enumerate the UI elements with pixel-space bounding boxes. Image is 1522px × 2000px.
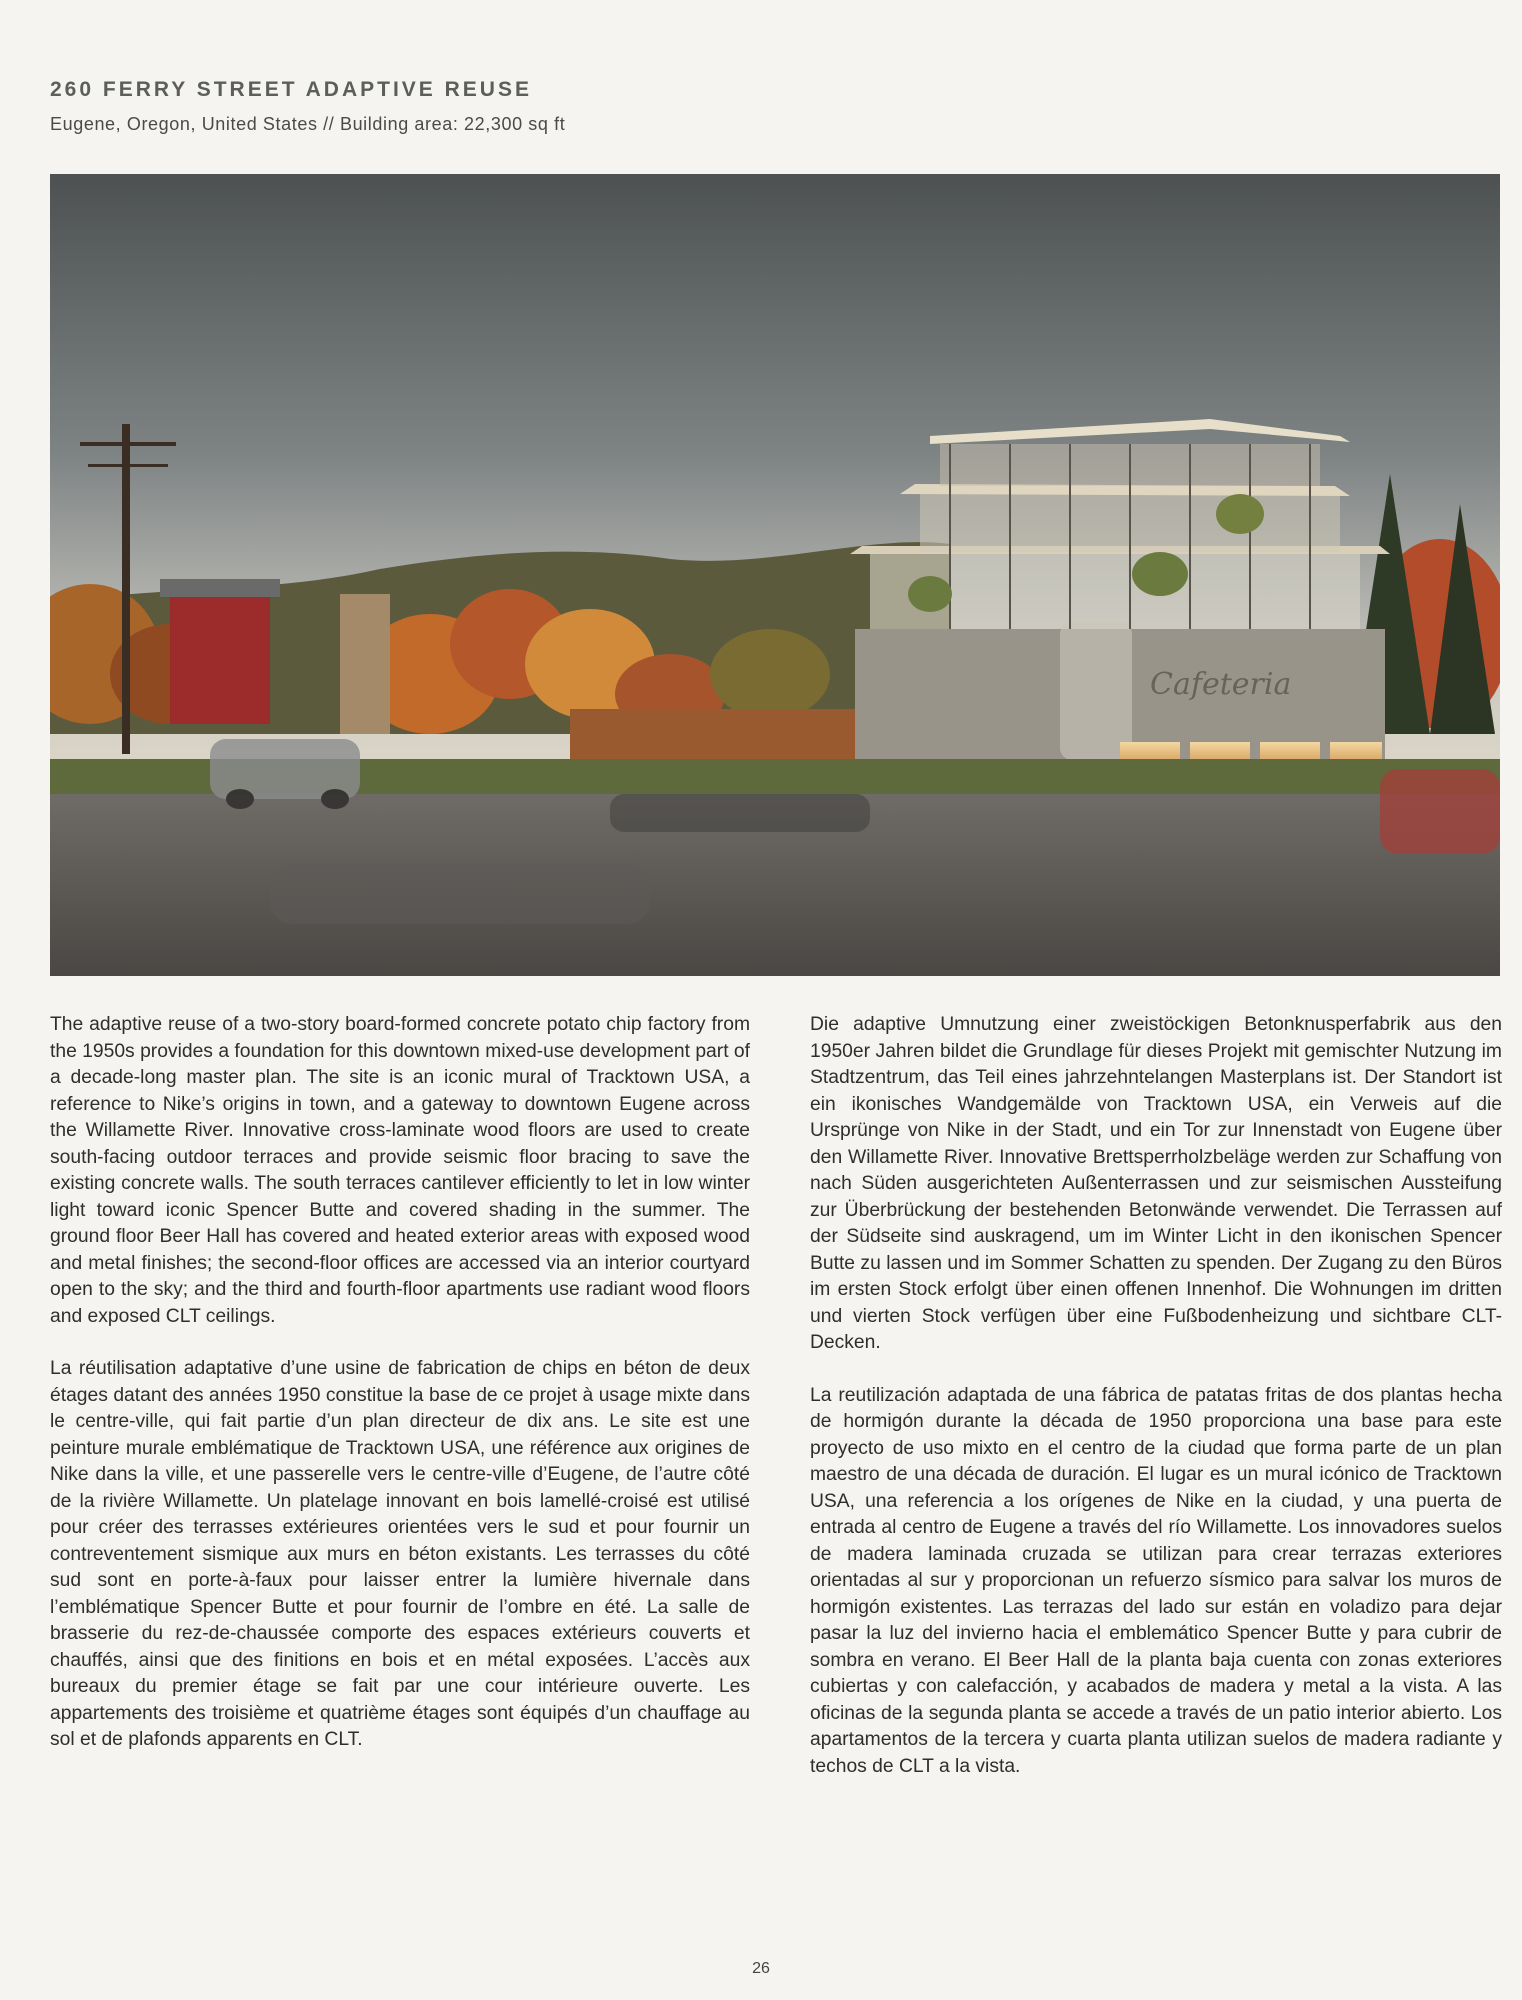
english-paragraph: The adaptive reuse of a two-story board-formed concrete potato chip factory from the 1950s provides a foundation for this downtown mixed-use development part of a decade-long master plan. The site is an iconic mural of Tracktown USA, a reference to Nike’s origins in town, and a gateway to downtown Eugene across the Willamette River. Innovative cross-laminate wood floors are used to create south-facing outdoor terraces and provide seismic floor bracing to save the existing concrete walls. The south terraces cantilever efficiently to let in low winter light toward iconic Spencer Butte and covered shading in the summer. The ground floor Beer Hall has covered and heated exterior areas with exposed wood and metal finishes; the second-floor offices are accessed via an interior courtyard open to the sky; and the third and fourth-floor apartments use radiant wood floors and exposed CLT ceilings.	[50, 1014, 750, 1327]
right-column	[810, 1012, 1502, 1806]
spanish-paragraph: La reutilización adaptada de una fábrica de patatas fritas de dos plantas hecha de hormigón durante la década de 1950 proporciona una base para este proyecto de uso mixto en el centro de la ciudad que forma parte de un plan maestro de una década de duración. El lugar es un mural icónico de Tracktown USA, una referencia a los orígenes de Nike en la ciudad, y una puerta de entrada al centro de Eugene a través del río Willamette. Los innovadores suelos de madera laminada cruzada se utilizan para crear terrazas exteriores orientadas al sur y proporcionan un refuerzo sísmico para salvar los muros de hormigón existentes. Las terrazas del lado sur están en voladizo para dejar pasar la luz del invierno hacia el emblemático Spencer Butte y para cubrir de sombra en verano. El Beer Hall de la planta baja cuenta con zonas exteriores cubiertas y con calefacción, y acabados de madera y metal a la vista. A las oficinas de la segunda planta se accede a través de un patio interior abierto. Los apartamentos de la tercera y cuarta planta utilizan suelos de madera radiante y techos de CLT a la vista.	[810, 1384, 1502, 1777]
red-storefront	[170, 594, 270, 724]
french-paragraph: La réutilisation adaptative d’une usine de fabrication de chips en béton de deux étages datant des années 1950 constitue la base de ce projet à usage mixte dans le centre-ville, qui fait partie d’un plan directeur de dix ans. Le site est une peinture murale emblématique de Tracktown USA, une référence aux origines de Nike dans la ville, et une passerelle vers le centre-ville d’Eugene, de l’autre côté de la rivière Willamette. Un platelage innovant en bois lamellé-croisé est utilisé pour créer des terrasses extérieures orientées vers le sud et pour fournir un contreventement sismique aux murs en béton existants. Les terrasses du côté sud sont en porte-à-faux pour laisser entrer la lumière hivernale dans l’emblématique Spencer Butte et pour fournir de l’ombre en été. La salle de brasserie du rez-de-chaussée comporte des espaces extérieurs couverts et chauffés, ainsi que des finitions en bois et en métal exposées. L’accès aux bureaux du premier étage se fait par une cour intérieure ouverte. Les appartements des troisième et quatrième étages sont équipés d’un chauffage au sol et de plafonds apparents en CLT.	[50, 1358, 750, 1750]
page-number: 26	[752, 1960, 770, 1977]
page-subtitle: Eugene, Oregon, United States // Building area: 22,300 sq ft	[50, 114, 566, 134]
left-column	[50, 1012, 750, 1780]
german-paragraph: Die adaptive Umnutzung einer zweistöckigen Betonknusperfabrik aus den 1950er Jahren bildet die Grundlage für dieses Projekt mit gemischter Nutzung im Stadtzentrum, das Teil eines jahrzehntelangen Masterplans ist. Der Standort ist ein ikonisches Wandgemälde von Tracktown USA, ein Verweis auf die Ursprünge von Nike in der Stadt, und ein Tor zur Innenstadt von Eugene über den Willamette River. Innovative Brettsperrholzbeläge werden zur Schaffung von nach Süden ausgerichteten Außenterrassen und zur seismischen Aussteifung zur Überbrückung der bestehenden Betonwände verwendet. Die Terrassen auf der Südseite sind auskragend, um im Winter Licht in den ikonischen Spencer Butte zu lassen und im Sommer Schatten zu spenden. Der Zugang zu den Büros im ersten Stock erfolgt über einen offenen Innenhof. Die Wohnungen im dritten und vierten Stock verfügen über eine Fußbodenheizung und sichtbare CLT-Decken.	[810, 1014, 1502, 1353]
building-sign: Cafeteria	[1150, 667, 1292, 702]
project-rendering	[50, 174, 1500, 976]
page-title: 260 FERRY STREET ADAPTIVE REUSE	[50, 78, 532, 101]
